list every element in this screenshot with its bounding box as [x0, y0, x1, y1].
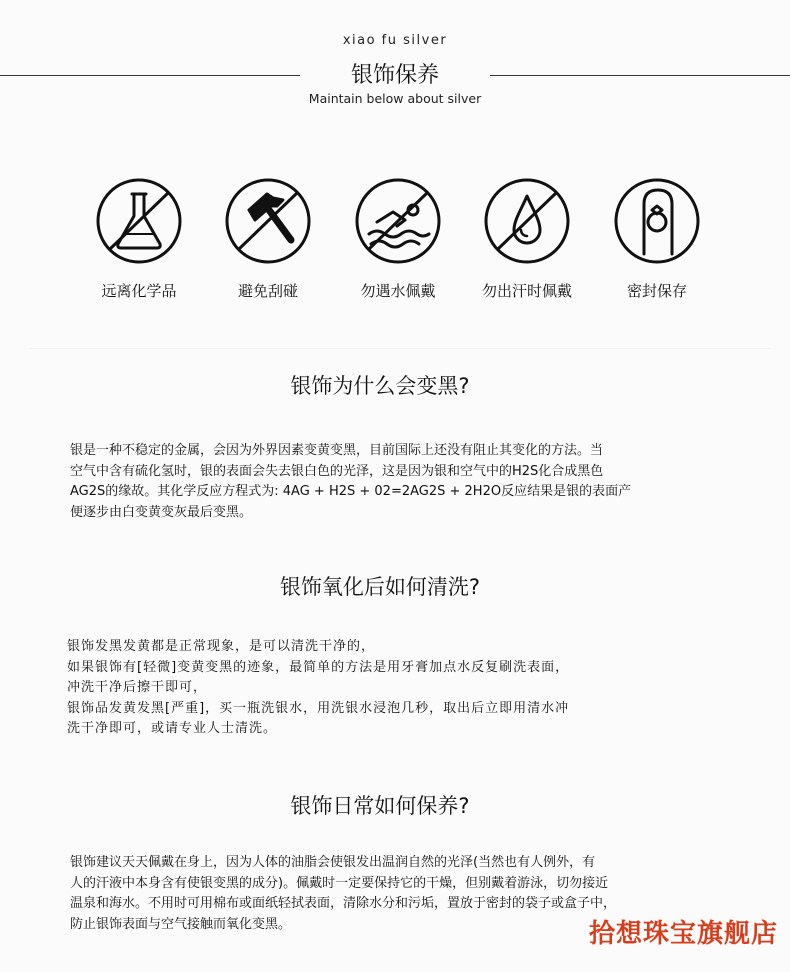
care-label-water: 勿遇水佩戴	[360, 282, 436, 300]
section-text-cleaning: 银饰发黑发黄都是正常现象，是可以清洗干净的， 如果银饰有[轻微]变黄变黑的迹象，最简单的方法是用牙膏加点水反复刷洗表面， 冲洗干净后擦干即可， 银饰品发黄发黑[严重]，买一瓶洗银水，用洗银水浸泡几秒，取出后立即用清水冲 洗干净即可，或请专业人士清洗。	[67, 639, 570, 736]
sealed-ring-icon	[612, 176, 702, 266]
shop-name-watermark: 拾想珠宝旗舰店	[588, 919, 778, 949]
no-swimming-icon	[353, 176, 443, 266]
page-title: 银饰保养	[350, 63, 439, 88]
section-heading-cleaning: 银饰氧化后如何清洗?	[279, 575, 481, 599]
section-divider	[30, 348, 770, 349]
no-sweat-drop-icon	[482, 176, 572, 266]
care-label-chemicals: 远离化学品	[101, 282, 177, 300]
section-heading-blackening: 银饰为什么会变黑?	[290, 374, 470, 398]
care-label-sweat: 勿出汗时佩戴	[481, 282, 572, 300]
brand-name: xiao fu silver	[342, 33, 448, 48]
section-heading-daily-care: 银饰日常如何保养?	[290, 794, 470, 818]
page-subtitle: Maintain below about silver	[308, 91, 482, 106]
section-text-blackening: 银是一种不稳定的金属，会因为外界因素变黄变黑，目前国际上还没有阻止其变化的方法。当 空气中含有硫化氢时，银的表面会失去银白色的光泽，这是因为银和空气中的H2S化合成黑色 AG2S的缘故。其化学反应方程式为: 4AG + H2S + 02=2AG2S + 2H2O反应结果是银的表面产 便逐步由白变黄变灰最后变黑。	[70, 443, 632, 520]
care-label-sealed: 密封保存	[626, 282, 687, 300]
section-text-daily-care: 银饰建议天天佩戴在身上，因为人体的油脂会使银发出温润自然的光泽(当然也有人例外，有 人的汗液中本身含有使银变黑的成分)。佩戴时一定要保持它的干燥，但别戴着游泳，切勿接近 温泉和海水。不用时可用棉布或面纸轻拭表面，清除水分和污垢，置放于密封的袋子或盒子中， 防止银饰表面与空气接触而氧化变黑。	[70, 855, 617, 932]
no-hammer-icon	[223, 176, 313, 266]
no-chemicals-flask-icon	[94, 176, 184, 266]
care-label-hammer: 避免刮碰	[237, 282, 298, 300]
